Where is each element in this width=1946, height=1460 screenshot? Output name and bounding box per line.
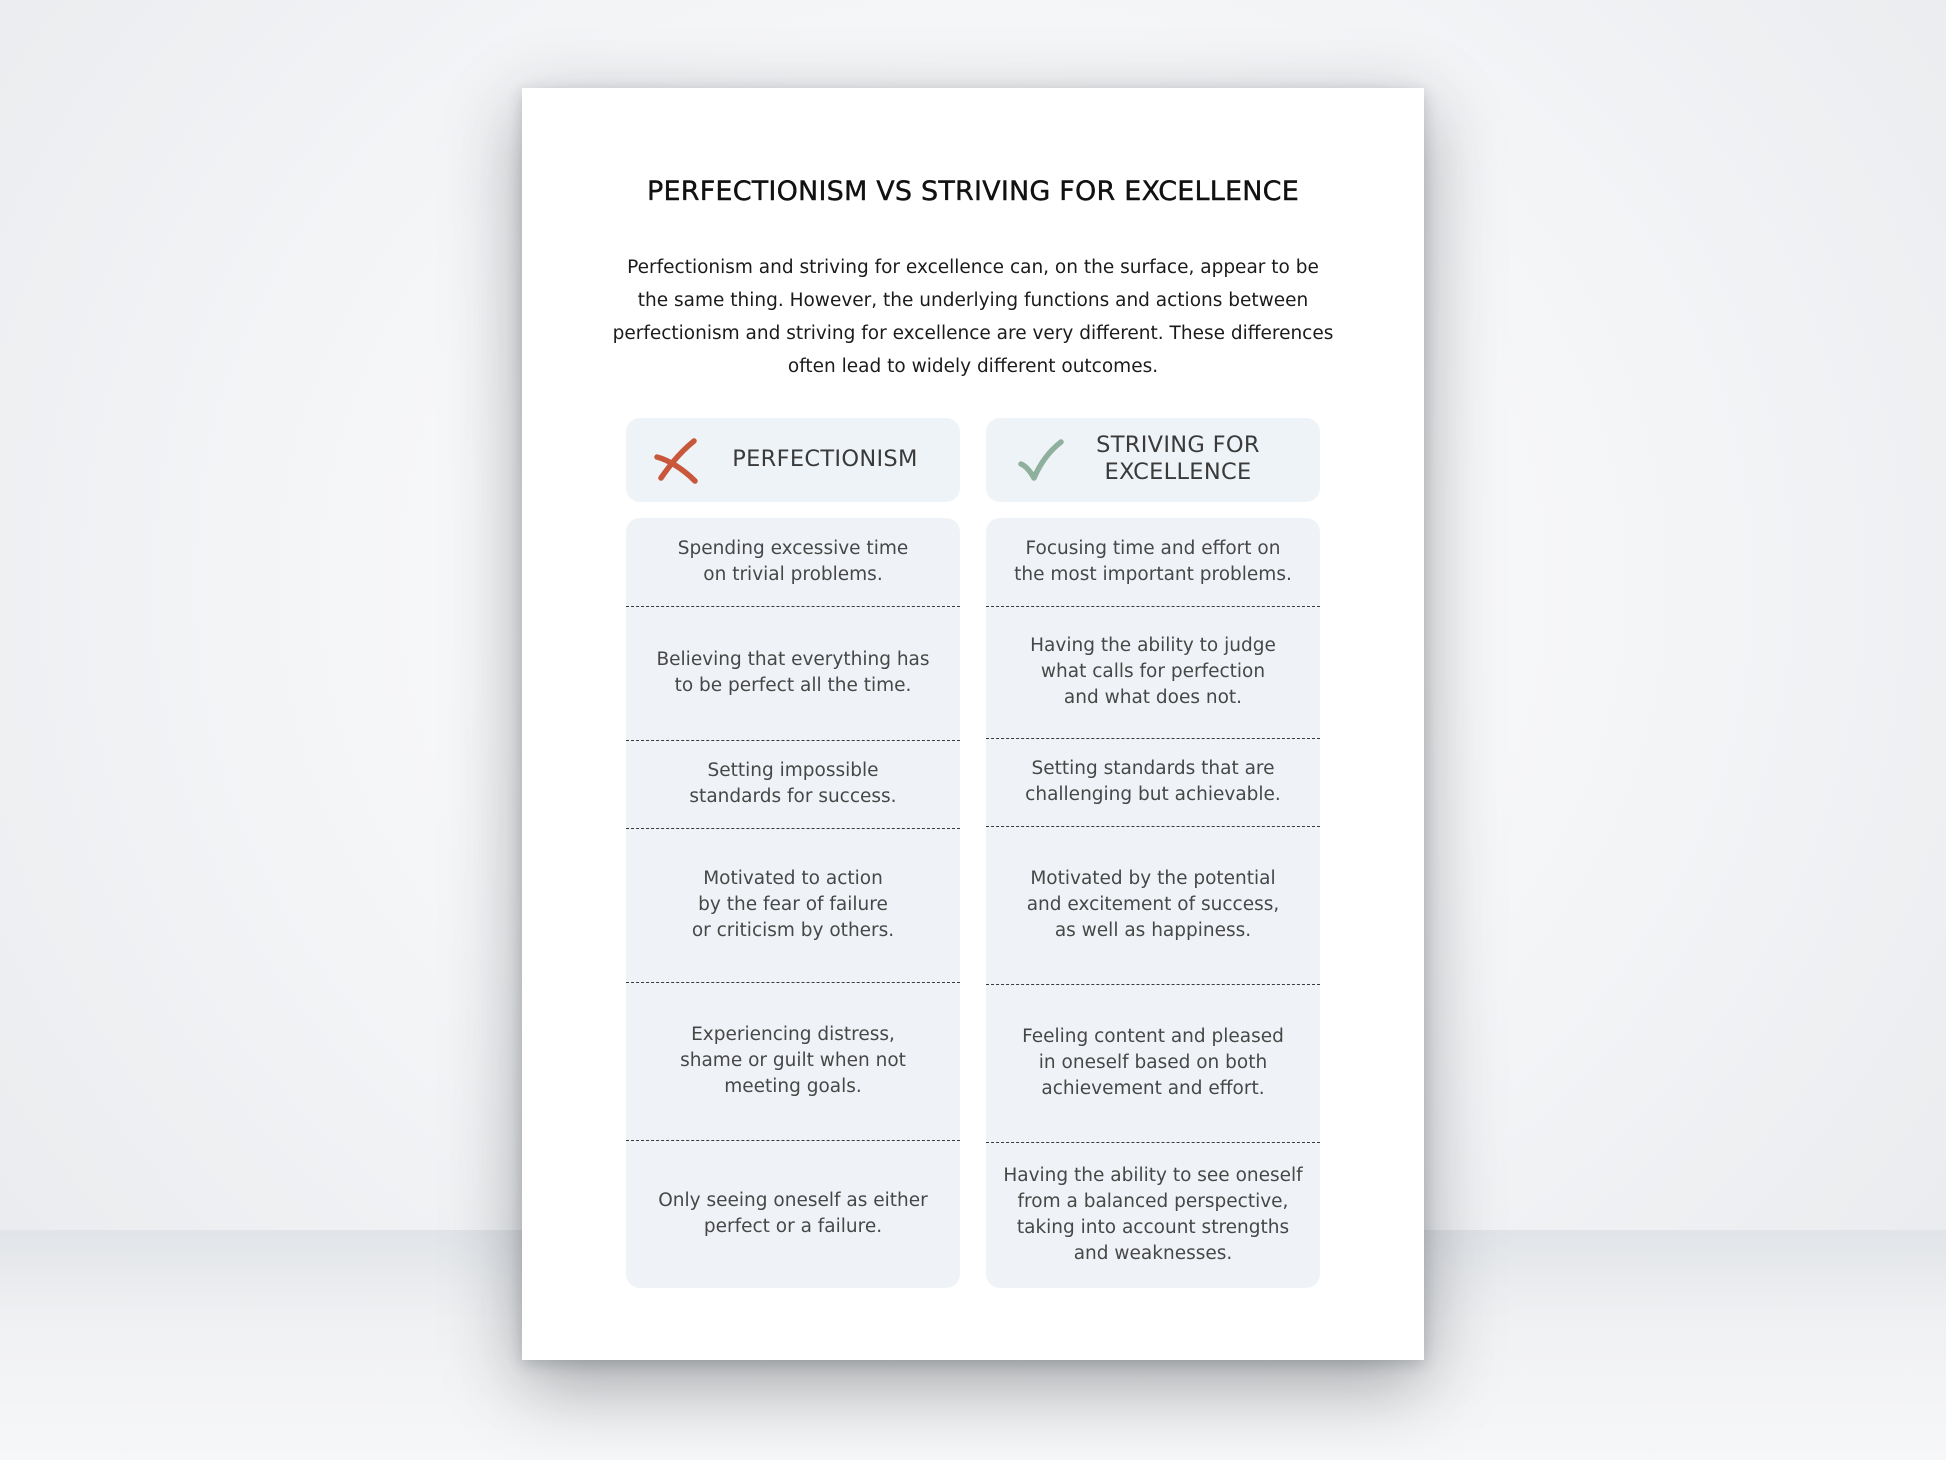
check-mark-icon (1018, 438, 1064, 484)
list-item: Motivated to action by the fear of failure or criticism by others. (691, 868, 895, 941)
intro-paragraph: Perfectionism and striving for excellence can, on the surface, appear to be the same thing. However, the underlying functions and actions between perfectionism and striving for excellence are very different. These differences often lead to widely different outcomes. (612, 257, 1334, 377)
list-item: Experiencing distress, shame or guilt when not meeting goals. (680, 1024, 906, 1097)
list-item: Setting standards that are challenging but achievable. (1025, 758, 1281, 805)
list-item: Focusing time and effort on the most important problems. (1014, 538, 1292, 585)
list-item: Motivated by the potential and excitement of success, as well as happiness. (1026, 868, 1280, 941)
list-item: Spending excessive time on trivial problems. (677, 538, 909, 585)
worksheet-page (522, 88, 1424, 1360)
list-item: Believing that everything has to be perfect all the time. (656, 649, 930, 696)
page-title: PERFECTIONISM VS STRIVING FOR EXCELLENCE (647, 176, 1299, 207)
list-item: Feeling content and pleased in oneself based on both achievement and effort. (1022, 1026, 1284, 1099)
list-item: Setting impossible standards for success. (689, 760, 897, 807)
cross-mark-icon (654, 438, 700, 484)
perfectionism-header (626, 418, 960, 502)
list-item: Only seeing oneself as either perfect or a failure. (658, 1190, 928, 1237)
excellence-heading: STRIVING FOR EXCELLENCE (1096, 432, 1260, 485)
perfectionism-heading: PERFECTIONISM (732, 446, 918, 472)
excellence-header (986, 418, 1320, 502)
perfectionism-list (626, 518, 960, 1288)
list-item: Having the ability to see oneself from a balanced perspective, taking into account strengths and weaknesses. (1003, 1165, 1303, 1264)
list-item: Having the ability to judge what calls for perfection and what does not. (1030, 635, 1276, 708)
excellence-list (986, 518, 1320, 1288)
